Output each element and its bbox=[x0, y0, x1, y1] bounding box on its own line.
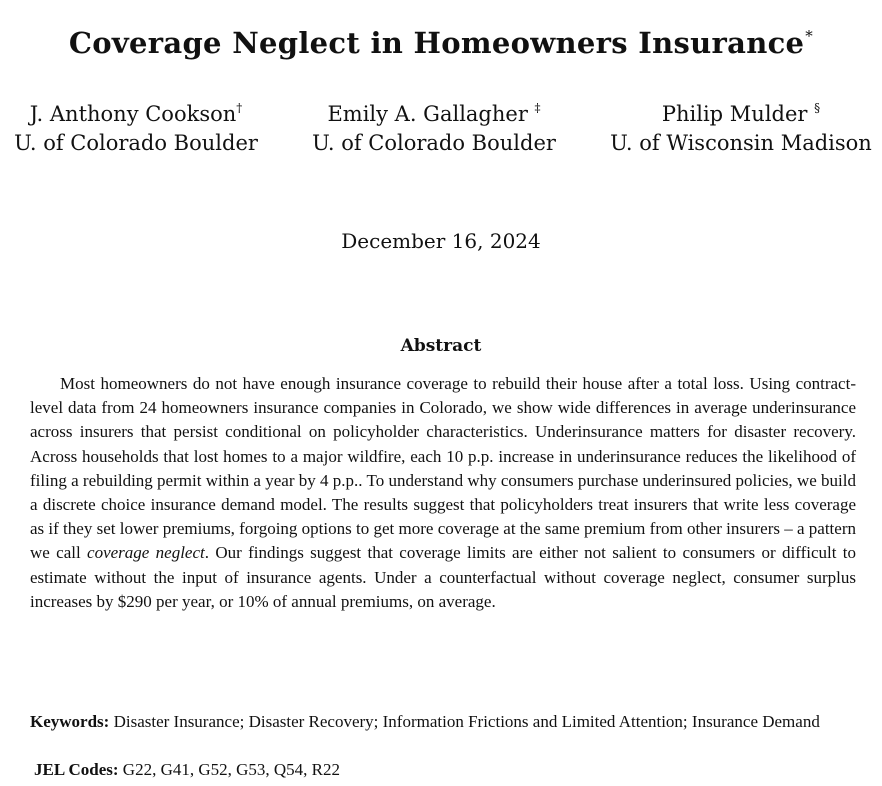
author-name bbox=[606, 94, 876, 129]
paper-title bbox=[0, 26, 882, 60]
paper-title-text: Coverage Neglect in Homeowners Insurance bbox=[68, 26, 805, 60]
abstract-text-part-1: Most homeowners do not have enough insurance coverage to rebuild their house after a total loss. Using contract-level data from 24 homeowners insurance companies in Colorado, we show wide differences in average underinsurance across insurers that persist conditional on policyholder characteristics. Underinsurance matters for disaster recovery. Across households that lost homes to a major wildfire, each 10 p.p. increase in underinsurance reduces the likelihood of filing a rebuilding permit within a year by 4 p.p.. To understand why consumers purchase underinsured policies, we build a discrete choice insurance demand model. The results suggest that policyholders treat insurers that write less coverage as if they set lower premiums, forgoing options to get more coverage at the same premium from other insurers – a pattern we call bbox=[30, 374, 856, 563]
author-block-gallagher bbox=[306, 94, 562, 158]
author-name bbox=[8, 94, 264, 129]
author-block-cookson bbox=[8, 94, 264, 158]
abstract-emphasis: coverage neglect bbox=[87, 543, 205, 563]
keywords-text: Disaster Insurance; Disaster Recovery; Information Frictions and Limited Attention; Insurance Demand bbox=[113, 712, 820, 731]
author-name-text: Philip Mulder bbox=[661, 102, 815, 126]
jel-text: G22, G41, G52, G53, Q54, R22 bbox=[122, 760, 341, 779]
author-affiliation: U. of Colorado Boulder bbox=[312, 131, 556, 155]
author-footnote-mark: † bbox=[236, 101, 243, 115]
author-affiliation: U. of Colorado Boulder bbox=[14, 131, 258, 155]
author-affiliation: U. of Wisconsin Madison bbox=[610, 131, 872, 155]
paper-date: December 16, 2024 bbox=[341, 229, 541, 253]
author-name-text: Emily A. Gallagher bbox=[327, 102, 535, 126]
author-name-text: J. Anthony Cookson bbox=[29, 102, 237, 126]
jel-label: JEL Codes: bbox=[34, 760, 119, 779]
keywords-line bbox=[30, 710, 856, 734]
abstract-text-part-2: . Our findings suggest that coverage limits are either not salient to consumers or difficult to estimate without the input of insurance agents. Under a counterfactual without coverage neglect, consumer surplus increases by $290 per year, or 10% of annual premiums, on average. bbox=[30, 543, 857, 611]
author-footnote-mark: ‡ bbox=[534, 101, 541, 115]
author-name bbox=[306, 94, 562, 129]
abstract-heading: Abstract bbox=[400, 336, 482, 356]
author-footnote-mark: § bbox=[814, 101, 821, 115]
title-footnote-mark: * bbox=[805, 27, 814, 45]
keywords-label: Keywords: bbox=[30, 712, 110, 731]
abstract-body bbox=[30, 372, 856, 614]
author-block-mulder bbox=[606, 94, 876, 158]
jel-codes-line bbox=[34, 758, 856, 782]
